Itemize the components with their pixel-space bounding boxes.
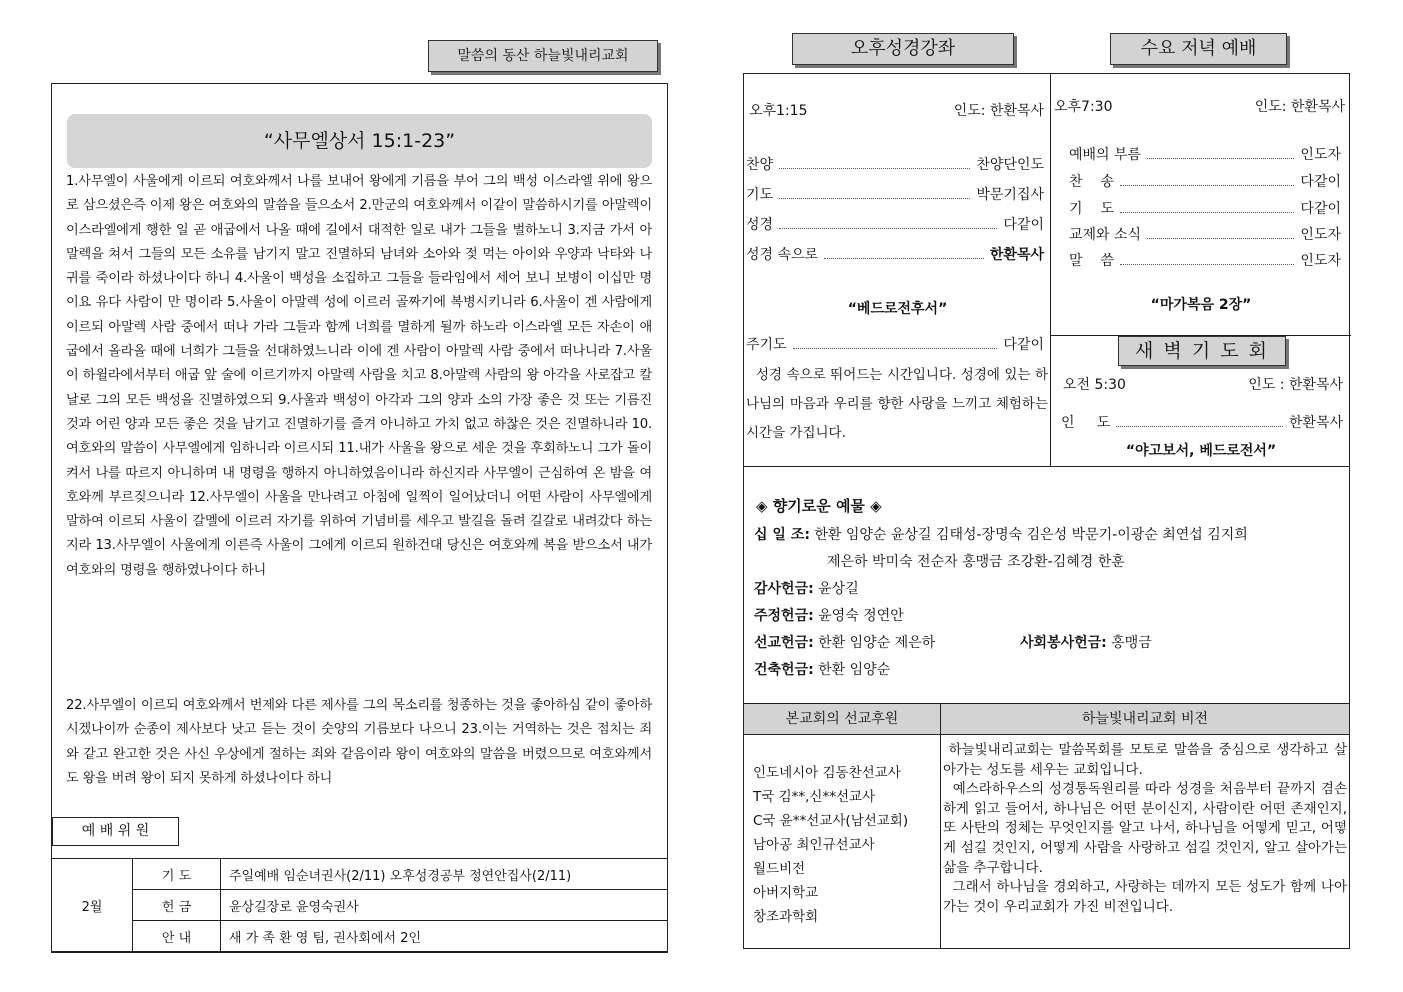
list-item: 인도네시아 김동찬선교사 bbox=[753, 765, 901, 781]
mission-support-list bbox=[744, 735, 941, 948]
table-row bbox=[52, 859, 668, 890]
committee-table bbox=[51, 858, 668, 952]
committee-detail: 윤상길장로 윤영숙권사 bbox=[221, 890, 668, 921]
church-header: 말씀의 동산 하늘빛내리교회 bbox=[457, 48, 629, 64]
afternoon-time: 오후1:15 bbox=[749, 103, 808, 119]
offering-section bbox=[744, 466, 1349, 703]
vision-paragraph: 예스라하우스의 성경통독원리를 따라 성경을 처음부터 끝까지 겸손하게 읽고 들어서, 하나님은 어떤 분이신지, 사람이란 어떤 존재인지, 또 사탄의 정체는 무엇인지를 알고 나서, 하나님을 어떻게 믿고, 어떻게 섬길 것인지, 어떻게 사람을 사랑하고 섬길 것인지, 알고 살아가는 삶을 추구합니다. bbox=[943, 781, 1352, 876]
wednesday-book: “마가복음 2장” bbox=[1150, 297, 1252, 313]
tithe-label: 십 일 조: bbox=[754, 527, 810, 543]
wednesday-title: 수요 저녁 예배 bbox=[1140, 38, 1257, 59]
dawn-book: “야고보서, 베드로전서” bbox=[1125, 443, 1277, 459]
dawn-lead-row: 인 도 한환목사 bbox=[1061, 415, 1343, 431]
wednesday-item: 예배의 부름 인도자 bbox=[1069, 147, 1341, 163]
wednesday-item: 말 씀 인도자 bbox=[1069, 253, 1341, 269]
mission-support-header: 본교회의 선교후원 bbox=[744, 703, 941, 735]
table-row bbox=[52, 921, 668, 952]
vision-paragraph: 하늘빛내리교회는 말씀목회를 모토로 말씀을 중심으로 생각하고 살아가는 성도를 세우는 교회입니다. bbox=[943, 742, 1347, 778]
vision-text bbox=[943, 741, 1352, 917]
wednesday-item: 기 도 다같이 bbox=[1069, 201, 1341, 217]
scripture-panel bbox=[51, 83, 668, 953]
afternoon-item: 기도 박문기집사 bbox=[746, 187, 1044, 203]
church-header-tag bbox=[428, 40, 658, 72]
afternoon-item: 성경 속으로 한환목사 bbox=[746, 247, 1044, 263]
afternoon-title: 오후성경강좌 bbox=[850, 38, 956, 59]
dawn-leader: 인도 : 한환목사 bbox=[1248, 377, 1343, 393]
thanks-row: 감사헌금: 윤상길 bbox=[754, 581, 859, 597]
afternoon-section bbox=[744, 74, 1051, 466]
tithe-names-2: 제은하 박미숙 전순자 홍맹금 조강환-김혜경 한훈 bbox=[827, 554, 1125, 570]
offering-title: ◈ 향기로운 예물 ◈ bbox=[756, 497, 882, 515]
right-panel bbox=[743, 73, 1350, 949]
list-item: 창조과학회 bbox=[753, 909, 819, 925]
wednesday-tag bbox=[1110, 33, 1287, 65]
committee-role: 헌 금 bbox=[133, 890, 221, 921]
social-row: 사회봉사헌금: 홍맹금 bbox=[1020, 635, 1152, 651]
wednesday-time: 오후7:30 bbox=[1054, 99, 1113, 115]
afternoon-item: 찬양 찬양단인도 bbox=[746, 157, 1044, 173]
committee-label: 예 배 위 원 bbox=[81, 823, 150, 839]
wednesday-leader: 인도: 한환목사 bbox=[1254, 99, 1345, 115]
scripture-passage-1: 1.사무엘이 사울에게 이르되 여호와께서 나를 보내어 왕에게 기름을 부어 그의 백성 이스라엘 위에 왕으로 삼으셨은즉 이제 왕은 여호와의 말씀을 들으소서 2.만군의 여호와께서 이같이 말씀하시기를 아말렉이 이스라엘에게 행한 일 곧 애굽에서 나올 때에 길에서 대적한 일로 내가 그들을 벌하노니 3.지금 가서 아말렉을 쳐서 그들의 모든 소유를 남기지 말고 진멸하되 남녀와 소아와 젖 먹는 아이와 우양과 낙타와 나귀를 죽이라 하셨나이다 하니 4.사울이 백성을 소집하고 그들을 들라임에서 세어 보니 보병이 이십만 명이요 유다 사람이 만 명이라 5.사울이 아말렉 성에 이르러 골짜기에 복병시키니라 6.사울이 겐 사람에게 이르되 아말렉 사람 중에서 떠나 가라 그들과 함께 너희를 멸하게 될까 하노라 이스라엘 모든 자손이 애굽에서 올라올 때에 너희가 그들을 선대하였느니라 이에 겐 사람이 아말렉 사람 중에서 떠나니라 7.사울이 하윌라에서부터 애굽 앞 술에 이르기까지 아말렉 사람을 치고 8.아말렉 사람의 왕 아각을 사로잡고 칼날로 그의 모든 백성을 진멸하였으되 9.사울과 백성이 아각과 그의 양과 소의 가장 좋은 것 또는 기름진 것과 어린 양과 모든 좋은 것을 남기고 진멸하기를 즐겨 아니하고 가치 없고 하찮은 것은 진멸하니라 10.여호와의 말씀이 사무엘에게 임하니라 이르시되 11.내가 사울을 왕으로 세운 것을 후회하노니 그가 돌이켜서 나를 따르지 아니하며 내 명령을 행하지 아니하였음이니라 하신지라 사무엘이 근심하여 온 밤을 여호와께 부르짖으니라 12.사무엘이 사울을 만나려고 아침에 일찍이 일어났더니 어떤 사람이 사무엘에게 말하여 이르되 사울이 갈멜에 이르러 자기를 위하여 기념비를 세우고 발길을 돌려 길갈로 내려갔다 하는지라 13.사무엘이 사울에게 이른즉 사울이 그에게 이르되 원하건대 당신은 여호와께 복을 받으소서 내가 여호와의 명령을 행하였나이다 하니 bbox=[66, 174, 652, 578]
committee-label-box bbox=[52, 817, 179, 846]
list-item: C국 윤**선교사(남선교회) bbox=[753, 813, 909, 829]
vision-header: 하늘빛내리교회 비전 bbox=[941, 703, 1349, 735]
tithe-names: 한환 임양순 윤상길 김태성-장명숙 김은성 박문기-이광순 최연섭 김지희 bbox=[814, 527, 1248, 543]
committee-detail: 새 가 족 환 영 팀, 권사회에서 2인 bbox=[221, 921, 668, 952]
committee-month: 2월 bbox=[52, 859, 133, 952]
building-row: 건축헌금: 한환 임양순 bbox=[754, 662, 891, 678]
afternoon-description: 성경 속으로 뛰어드는 시간입니다. 성경에 있는 하나님의 마음과 우리를 향한 사랑을 느끼고 체험하는 시간을 가집니다. bbox=[746, 367, 1048, 441]
afternoon-closing: 주기도 다같이 bbox=[746, 337, 1044, 353]
mission-row: 선교헌금: 한환 임양순 제은하 bbox=[754, 635, 936, 651]
list-item: 남아공 최인규선교사 bbox=[753, 837, 875, 853]
weekly-row: 주정헌금: 윤영숙 정연안 bbox=[754, 608, 904, 624]
dawn-time: 오전 5:30 bbox=[1063, 377, 1126, 393]
afternoon-item: 성경 다같이 bbox=[746, 217, 1044, 233]
committee-detail: 주일예배 임순녀권사(2/11) 오후성경공부 정연안집사(2/11) bbox=[221, 859, 668, 890]
committee-role: 안 내 bbox=[133, 921, 221, 952]
dawn-section bbox=[1051, 366, 1351, 466]
vision-paragraph: 그래서 하나님을 경외하고, 사랑하는 데까지 모든 성도가 함께 나아가는 것이 우리교회가 가진 비전입니다. bbox=[943, 879, 1347, 915]
committee-role: 기 도 bbox=[133, 859, 221, 890]
list-item: 아버지학교 bbox=[753, 885, 819, 901]
dawn-tag bbox=[1118, 336, 1286, 366]
wednesday-section bbox=[1051, 74, 1351, 336]
wednesday-item: 교제와 소식 인도자 bbox=[1069, 227, 1341, 243]
wednesday-item: 찬 송 다같이 bbox=[1069, 174, 1341, 190]
scripture-passage-2: 22.사무엘이 이르되 여호와께서 번제와 다른 제사를 그의 목소리를 청종하는 것을 좋아하심 같이 좋아하시겠나이까 순종이 제사보다 낫고 듣는 것이 숫양의 기름보다 나으니 23.이는 거역하는 것은 점치는 죄와 같고 완고한 것은 사신 우상에게 절하는 죄와 같음이라 왕이 여호와의 말씀을 버렸으므로 여호와께서도 왕을 버려 왕이 되지 못하게 하셨나이다 하니 bbox=[66, 698, 652, 786]
scripture-title: “사무엘상서 15:1-23” bbox=[263, 130, 456, 152]
afternoon-tag bbox=[792, 33, 1014, 65]
list-item: T국 김**,신**선교사 bbox=[753, 789, 876, 805]
dawn-title: 새 벽 기 도 회 bbox=[1135, 340, 1269, 362]
list-item: 월드비전 bbox=[753, 861, 806, 877]
tithe-row bbox=[754, 524, 1248, 544]
afternoon-book: “베드로전후서” bbox=[847, 301, 948, 317]
table-row bbox=[52, 890, 668, 921]
afternoon-leader: 인도: 한환목사 bbox=[953, 103, 1044, 119]
scripture-title-bar bbox=[67, 114, 652, 168]
